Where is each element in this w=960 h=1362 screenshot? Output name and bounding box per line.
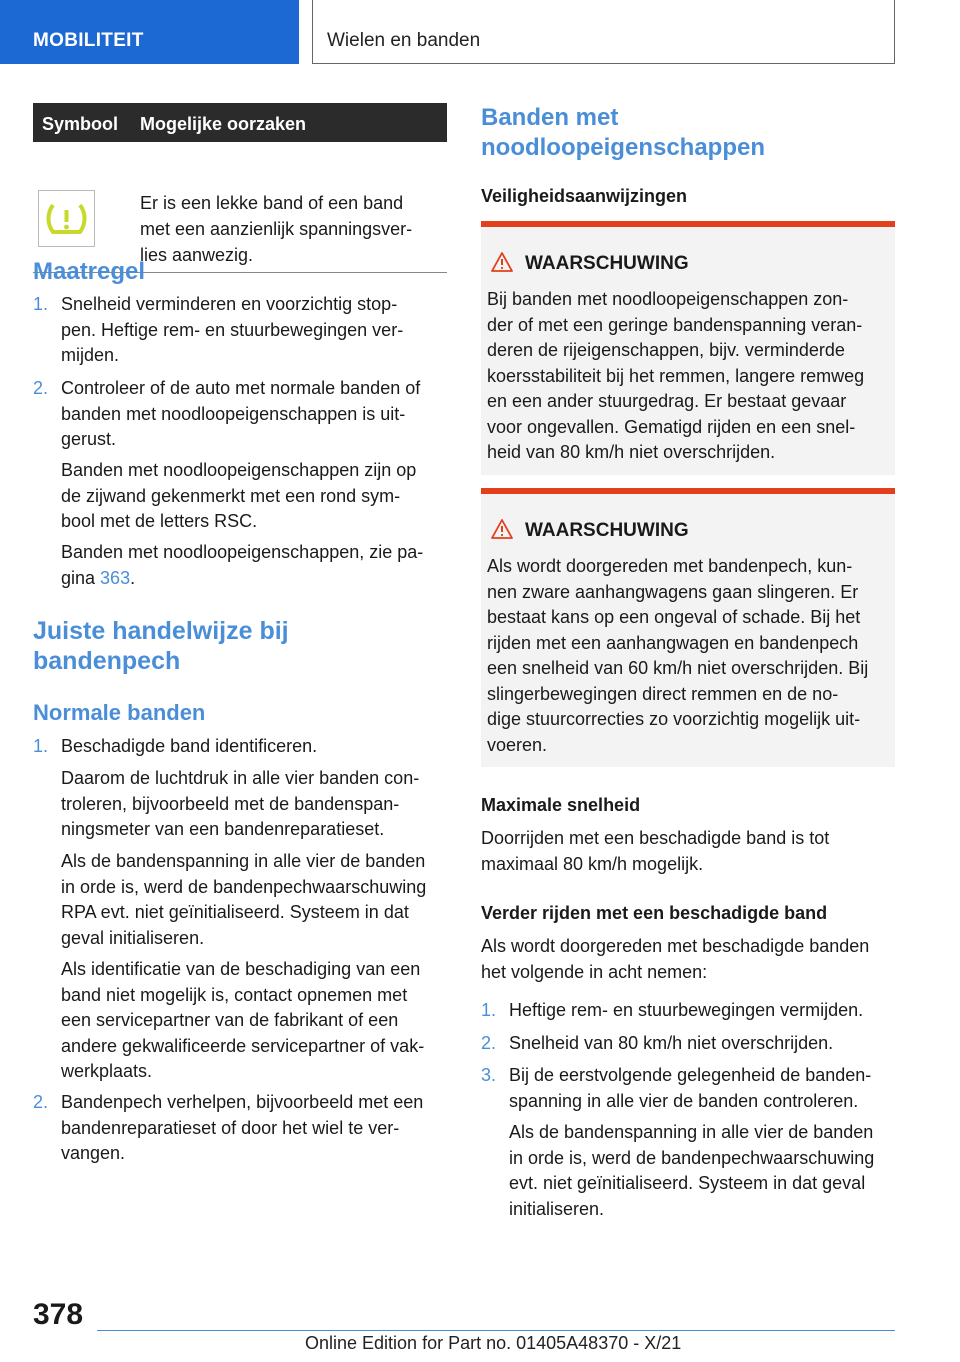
- list-item: Heftige rem- en stuurbewegingen vermijden.: [509, 1000, 864, 1020]
- list-number: 1.: [481, 1000, 497, 1020]
- warning-triangle-icon: [491, 519, 513, 539]
- paragraph: Daarom de luchtdruk in alle vier banden con- troleren, bijvoorbeeld met de bandenspan- ningsmeter van een bandenreparatieset.: [61, 768, 420, 839]
- list-item: Beschadigde band identificeren.: [61, 736, 318, 756]
- list-number: 2.: [33, 378, 49, 398]
- table-cell-cause: Er is een lekke band of een band met een aanzienlijk spanningsver- lies aanwezig.: [140, 193, 413, 265]
- paragraph: Banden met noodloopeigenschappen, zie pa- gina 363.: [61, 542, 424, 588]
- heading-max-speed: Maximale snelheid: [481, 795, 641, 815]
- page-number: 378: [33, 1298, 84, 1331]
- list-number: 3.: [481, 1065, 497, 1085]
- warning-triangle-icon: [491, 252, 513, 272]
- paragraph: Als identificatie van de beschadiging van een band niet mogelijk is, contact opnemen met een servicepartner van de fabrikant of een andere gekwalificeerde servicepartner of vak- werkplaats.: [61, 959, 425, 1081]
- list-item: Snelheid van 80 km/h niet overschrijden.: [509, 1033, 834, 1053]
- list-item: Bandenpech verhelpen, bijvoorbeeld met een bandenreparatieset of door het wiel te ver- vangen.: [61, 1092, 424, 1163]
- list-item: Controleer of de auto met normale banden of banden met noodloopeigenschappen is uit- gerust.: [61, 378, 421, 449]
- table-row: [33, 142, 447, 273]
- list-item: Snelheid verminderen en voorzichtig stop- pen. Heftige rem- en stuurbewegingen ver- mijden.: [61, 294, 404, 365]
- chapter-header: [312, 0, 895, 64]
- list-number: 1.: [33, 736, 49, 756]
- warning-box: [481, 488, 895, 767]
- paragraph: Als de bandenspanning in alle vier de banden in orde is, werd de bandenpechwaarschuwing evt. niet geïnitialiseerd. Systeem in dat geval initialiseren.: [509, 1122, 875, 1219]
- chapter-title: Wielen en banden: [327, 30, 481, 51]
- warning-text: Bij banden met noodloopeigenschappen zon- der of met een geringe bandenspanning veran- deren de rijeigenschappen, bijv. verminderde koersstabiliteit bij het remmen, langere remweg en een ander stuurgedrag. Er bestaat gevaar voor ongevallen. Gematigd rijden en een snel- heid van 80 km/h niet overschrijden.: [487, 289, 865, 462]
- heading-juiste-handelwijze: Juiste handelwijze bij bandenpech: [33, 617, 289, 675]
- heading-continue-driving: Verder rijden met een beschadigde band: [481, 903, 828, 923]
- heading-normale-banden: Normale banden: [33, 700, 206, 725]
- warning-box: [481, 221, 895, 475]
- warning-title: WAARSCHUWING: [525, 253, 689, 274]
- section-title: MOBILITEIT: [33, 30, 144, 51]
- col-causes-header: Mogelijke oorzaken: [140, 114, 307, 134]
- heading-banden-noodloop: Banden met noodloopeigenschappen: [481, 104, 766, 161]
- tire-pressure-warning-icon: [38, 190, 95, 247]
- section-tab: [0, 0, 299, 64]
- footer-divider: [97, 1330, 895, 1331]
- paragraph: Als de bandenspanning in alle vier de banden in orde is, werd de bandenpechwaarschuwing RPA evt. niet geïnitialiseerd. Systeem in dat geval initialiseren.: [61, 851, 427, 948]
- paragraph: Doorrijden met een beschadigde band is tot maximaal 80 km/h mogelijk.: [481, 828, 830, 874]
- warning-text: Als wordt doorgereden met bandenpech, kun- nen zware aanhangwagens gaan slingeren. Er bestaat kans op een ongeval of schade. Bij het rijden met een aanhangwagen en bandenpech een snelheid van 60 km/h niet overschrijden. Bij slingerbewegingen direct remmen en de no- dige stuurcorrecties zo voorzichtig mogelijk uit- voeren.: [487, 556, 869, 755]
- page-link[interactable]: 363: [100, 567, 131, 588]
- heading-safety: Veiligheidsaanwijzingen: [481, 186, 688, 206]
- paragraph: Als wordt doorgereden met beschadigde banden het volgende in acht nemen:: [481, 936, 870, 982]
- paragraph: Banden met noodloopeigenschappen zijn op de zijwand gekenmerkt met een rond sym- bool met de letters RSC.: [61, 460, 417, 531]
- list-item: Bij de eerstvolgende gelegenheid de banden- spanning in alle vier de banden controleren.: [509, 1065, 872, 1111]
- symbol-table: [33, 103, 447, 273]
- list-number: 2.: [481, 1033, 497, 1053]
- heading-maatregel: Maatregel: [33, 258, 146, 285]
- list-number: 1.: [33, 294, 49, 314]
- table-header: [33, 103, 447, 142]
- col-symbol-header: Symbool: [42, 114, 119, 134]
- warning-title: WAARSCHUWING: [525, 520, 689, 541]
- list-number: 2.: [33, 1092, 49, 1112]
- edition-note: Online Edition for Part no. 01405A48370 - X/21: [305, 1333, 682, 1353]
